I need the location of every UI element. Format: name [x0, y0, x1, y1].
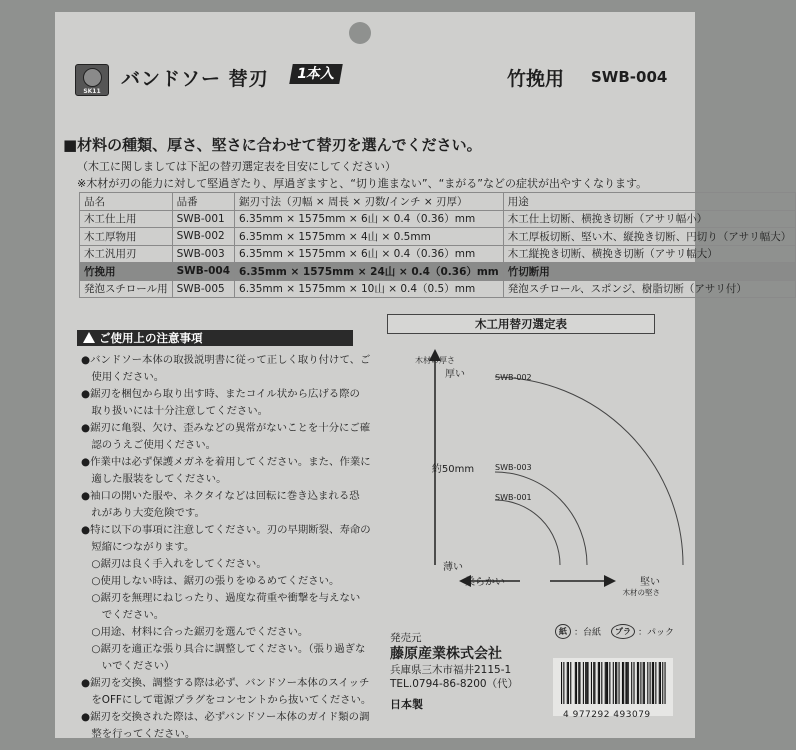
barcode-bar: [616, 662, 617, 704]
caution-line: ●鋸刃を梱包から取り出す時、またコイル状から広げる際の: [81, 388, 360, 400]
barcode-bar: [567, 662, 568, 704]
package-card: [55, 12, 792, 740]
table-cell: 木工仕上切断、横挽き切断（アサリ幅小）: [503, 210, 796, 228]
barcode-bar: [594, 662, 595, 704]
x-axis-title: 木材の堅さ: [622, 588, 660, 597]
barcode-bar: [568, 662, 569, 704]
table-cell: 木工厚板切断、堅い木、縦挽き切断、円切り（アサリ幅大）: [503, 228, 796, 246]
caution-line: ○鋸刃を無理にねじったり、過度な荷重や衝撃を与えない: [81, 592, 361, 604]
table-cell: 6.35mm × 1575mm × 4山 × 0.5mm: [235, 228, 504, 246]
barcode-bar: [655, 662, 656, 704]
barcode-bar: [583, 662, 584, 704]
barcode-bar: [627, 662, 628, 704]
table-cell: 6.35mm × 1575mm × 6山 × 0.4（0.36）mm: [235, 245, 504, 263]
caution-line: でください。: [81, 609, 165, 621]
barcode-bar: [607, 662, 608, 704]
barcode-bar: [644, 662, 645, 704]
barcode-bar: [585, 662, 586, 704]
country-of-origin: 日本製: [390, 698, 423, 711]
caution-line: ○鋸刃は良く手入れをしてください。: [81, 558, 267, 570]
barcode-bar: [625, 662, 626, 704]
table-cell: SWB-002: [172, 228, 234, 246]
barcode-bar: [638, 662, 639, 704]
y-mid-label: 約50mm: [431, 464, 475, 475]
hang-hole: [349, 22, 371, 44]
table-cell: 木工汎用刃: [80, 245, 173, 263]
caution-line: ●鋸刃を交換された際は、必ずバンドソー本体のガイド類の調: [81, 711, 370, 723]
table-cell: SWB-004: [172, 263, 234, 281]
y-top-label: 厚い: [445, 369, 465, 380]
barcode-bar: [606, 662, 607, 704]
paper-recycle-label: ：台紙: [574, 628, 602, 638]
barcode-bar: [662, 662, 663, 704]
barcode-bar: [593, 662, 594, 704]
model-code: SWB-004: [591, 68, 668, 86]
table-header-cell: 品番: [172, 193, 234, 211]
barcode-bar: [578, 662, 579, 704]
barcode: [553, 658, 673, 716]
barcode-bar: [575, 662, 576, 704]
barcode-bar: [619, 662, 620, 704]
company-address: 兵庫県三木市福井2115-1: [390, 664, 512, 676]
table-row: [80, 210, 796, 228]
barcode-bar: [561, 662, 562, 704]
paper-recycle-mark: [555, 624, 601, 639]
barcode-bar: [637, 662, 638, 704]
caution-line: ○鋸刃を適正な張り具合に調整してください。（張り過ぎな: [81, 643, 366, 655]
y-bottom-label: 薄い: [443, 562, 463, 573]
table-header-row: [80, 193, 796, 211]
logo-text: SK11: [83, 88, 101, 95]
table-row: [80, 280, 796, 298]
y-axis-title: 木材の厚さ: [415, 356, 455, 365]
table-header-cell: 品名: [80, 193, 173, 211]
brand-logo: [75, 64, 109, 96]
table-row: [80, 245, 796, 263]
barcode-bar: [601, 662, 602, 704]
series-label-swb-003: SWB-003: [495, 463, 532, 472]
barcode-bar: [605, 662, 606, 704]
table-cell: SWB-001: [172, 210, 234, 228]
series-label-swb-001: SWB-001: [495, 493, 532, 502]
caution-line: 適した服装をしてください。: [81, 473, 227, 485]
table-cell: 6.35mm × 1575mm × 6山 × 0.4（0.36）mm: [235, 210, 504, 228]
barcode-number: 4 977292 493079: [563, 710, 651, 720]
series-line-swb-001: [495, 500, 560, 565]
table-header-cell: 用途: [503, 193, 796, 211]
barcode-bar: [570, 662, 571, 704]
barcode-bar: [599, 662, 600, 704]
caution-line: 短縮につながります。: [81, 541, 195, 553]
barcode-bar: [652, 662, 653, 704]
company-tel: TEL.0794-86-8200（代）: [390, 678, 519, 690]
x-right-label: 堅い: [640, 577, 660, 588]
caution-line: いでください）: [81, 660, 175, 672]
table-cell: 6.35mm × 1575mm × 10山 × 0.4（0.5）mm: [235, 280, 504, 298]
barcode-bar: [665, 662, 666, 704]
barcode-bar: [660, 662, 661, 704]
table-cell: 6.35mm × 1575mm × 24山 × 0.4（0.36）mm: [235, 263, 504, 281]
caution-line: ●鋸刃を交換、調整する際は必ず、バンドソー本体のスイッチ: [81, 677, 370, 689]
caution-line: れがあり大変危険です。: [81, 507, 205, 519]
saw-disc-icon: [83, 68, 102, 87]
barcode-bar: [609, 662, 610, 704]
barcode-bar: [643, 662, 644, 704]
table-cell: 発泡スチロール、スポンジ、樹脂切断（アサリ付）: [503, 280, 796, 298]
series-label-swb-002: SWB-002: [495, 373, 532, 382]
caution-line: 認のうえご使用ください。: [81, 439, 217, 451]
caution-line: ●作業中は必ず保護メガネを着用してください。また、作業に: [81, 456, 371, 468]
barcode-bar: [631, 662, 632, 704]
selection-heading: ■材料の種類、厚さ、堅さに合わせて替刃を選んでください。: [63, 136, 482, 154]
caution-line: をOFFにして電源プラグをコンセントから抜いてください。: [81, 694, 372, 706]
chart-title: 木工用替刃選定表: [387, 314, 655, 334]
table-cell: 竹挽用: [80, 263, 173, 281]
selection-chart: [355, 337, 675, 607]
company-name: 藤原産業株式会社: [390, 646, 502, 662]
barcode-bar: [587, 662, 588, 704]
table-cell: SWB-003: [172, 245, 234, 263]
barcode-bars: [553, 658, 673, 708]
quantity-badge: 1本入: [289, 64, 342, 84]
spec-table: [79, 192, 796, 298]
caution-list: [81, 352, 372, 743]
barcode-bar: [615, 662, 616, 704]
barcode-bar: [647, 662, 648, 704]
barcode-bar: [591, 662, 592, 704]
caution-line: ●バンドソー本体の取扱説明書に従って正しく取り付けて、ご: [81, 354, 371, 366]
table-row-highlighted: [80, 263, 796, 281]
caution-line: 使用ください。: [81, 371, 165, 383]
barcode-bar: [563, 662, 564, 704]
plastic-recycle-mark: [611, 624, 674, 639]
paper-recycle-icon: 紙: [555, 624, 571, 639]
table-cell: 竹切断用: [503, 263, 796, 281]
table-row: [80, 228, 796, 246]
table-header-cell: 鋸刃寸法（刃幅 × 周長 × 刃数/インチ × 刃厚）: [235, 193, 504, 211]
warning-icon: [83, 332, 95, 343]
barcode-bar: [640, 662, 641, 704]
plastic-recycle-label: ：パック: [638, 628, 675, 638]
caution-line: ●袖口の開いた服や、ネクタイなどは回転に巻き込まれる恐: [81, 490, 360, 502]
product-title: バンドソー 替刃: [121, 68, 269, 90]
barcode-bar: [622, 662, 623, 704]
table-cell: SWB-005: [172, 280, 234, 298]
caution-line: 整を行ってください。: [81, 728, 196, 740]
table-cell: 木工仕上用: [80, 210, 173, 228]
barcode-bar: [586, 662, 587, 704]
barcode-bar: [628, 662, 629, 704]
barcode-bar: [623, 662, 624, 704]
barcode-bar: [659, 662, 660, 704]
barcode-bar: [598, 662, 599, 704]
caution-title-bar: [77, 330, 353, 346]
use-label: 竹挽用: [507, 68, 565, 90]
publisher-label: 発売元: [390, 632, 422, 644]
selection-note-2: ※木材が刃の能力に対して堅過ぎたり、厚過ぎますと、“切り進まない”、“まがる”などの症状が出やすくなります。: [77, 177, 648, 190]
plastic-recycle-icon: プラ: [611, 624, 635, 639]
barcode-bar: [633, 662, 634, 704]
barcode-bar: [576, 662, 577, 704]
caution-line: 取り扱いには十分注意してください。: [81, 405, 269, 417]
caution-line: ●特に以下の事項に注意してください。刃の早期断裂、寿命の: [81, 524, 371, 536]
barcode-bar: [579, 662, 580, 704]
table-cell: 木工厚物用: [80, 228, 173, 246]
barcode-bar: [653, 662, 654, 704]
caution-line: ○用途、材料に合った鋸刃を選んでください。: [81, 626, 309, 638]
caution-line: ○使用しない時は、鋸刃の張りをゆるめてください。: [81, 575, 340, 587]
selection-note-1: （木工に関しましては下記の替刃選定表を目安にしてください）: [77, 160, 396, 173]
barcode-bar: [650, 662, 651, 704]
caution-line: ●鋸刃に亀裂、欠け、歪みなどの異常がないことを十分にご確: [81, 422, 371, 434]
caution-title: ご使用上の注意事項: [99, 331, 203, 345]
x-left-label: 柔らかい: [465, 577, 505, 588]
table-cell: 木工縦挽き切断、横挽き切断（アサリ幅大）: [503, 245, 796, 263]
barcode-bar: [613, 662, 614, 704]
table-cell: 発泡スチロール用: [80, 280, 173, 298]
